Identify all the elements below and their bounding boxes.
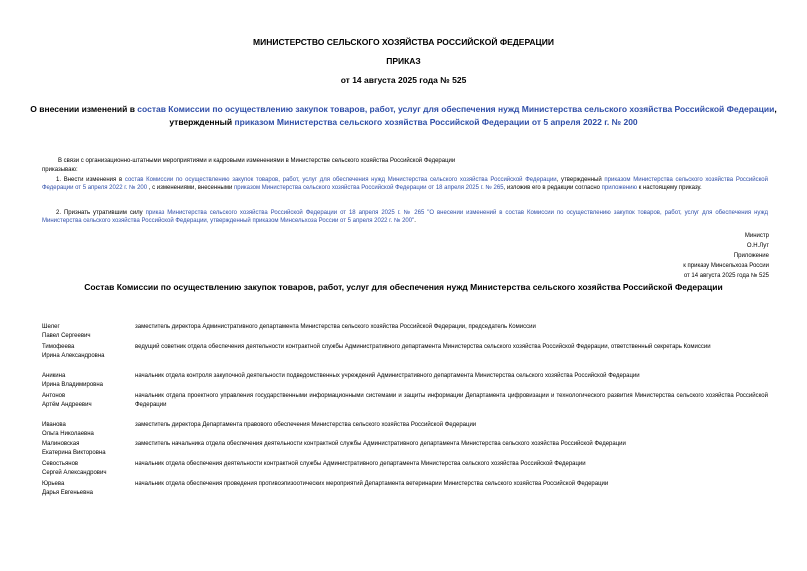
- appendix-label: Приложение: [733, 253, 769, 259]
- item1-text-g: , изложив его в редакции согласно: [503, 185, 602, 192]
- appendix-reference: к приказу Минсельхоза России: [683, 263, 769, 269]
- member-position: заместитель начальника отдела обеспечения деятельности контрактной службы Административного департамента Министерства сельского хозяйства Российской Федерации: [135, 441, 626, 447]
- item1-text-e: , с изменениями, внесенными: [147, 185, 234, 192]
- member-name: Юрьева Дарья Евгеньевна: [42, 481, 93, 496]
- item1-link-order-200[interactable]: приказом Министерства сельского хозяйства Российской Федерации от 5 апреля 2022 г. № 200: [42, 177, 768, 192]
- item1-text-i: к настоящему приказу.: [636, 185, 702, 192]
- signature-position: Министр: [744, 233, 769, 239]
- signature-name: О.Н.Лут: [746, 243, 769, 249]
- item1-link-appendix[interactable]: приложению: [601, 185, 637, 192]
- member-position: начальник отдела обеспечения деятельности контрактной службы Административного департамента Министерства сельского хозяйства Российской Федерации: [135, 461, 586, 467]
- item2-link-order-265[interactable]: приказ Министерства сельского хозяйства Российской Федерации от 18 апреля 2025 г. № 265 "О внесении изменений в состав Комиссии по осуществлению закупок товаров, работ, услуг для обеспечения нужд Министерства сельского хозяйства Российской Федерации, утвержденный приказом Минсельхоза России от 5 апреля 2022 г. № 200": [42, 210, 768, 225]
- member-name: Иванова Ольга Николаевна: [42, 422, 94, 437]
- member-position: начальник отдела контроля закупочной деятельности подведомственных учреждений Административного департамента Министерства сельского хозяйства Российской Федерации: [135, 373, 640, 379]
- item2-text-a: 2. Признать утратившим силу: [56, 210, 146, 216]
- title-link-composition[interactable]: состав Комиссии по осуществлению закупок товаров, работ, услуг для обеспечения нужд Министерства сельского хозяйства Российской Федерации: [137, 104, 775, 114]
- ministry-heading: МИНИСТЕРСТВО СЕЛЬСКОГО ХОЗЯЙСТВА РОССИЙСКОЙ ФЕДЕРАЦИИ: [253, 37, 554, 47]
- title-text-1: О внесении изменений в: [30, 104, 138, 114]
- composition-title: Состав Комиссии по осуществлению закупок товаров, работ, услуг для обеспечения нужд Министерства сельского хозяйства Российской Федерации: [84, 282, 723, 292]
- member-name: Шелег Павел Сергеевич: [42, 324, 91, 339]
- item1-link-composition[interactable]: состав Комиссии по осуществлению закупок товаров, работ, услуг для обеспечения нужд Министерства сельского хозяйства Российской Федерации: [124, 177, 557, 183]
- document-type: ПРИКАЗ: [386, 56, 421, 66]
- order-item-1: [42, 176, 768, 193]
- item1-link-order-265[interactable]: приказом Министерства сельского хозяйства Российской Федерации от 18 апреля 2025 г. № 265: [233, 185, 504, 192]
- order-item-2: [42, 209, 768, 226]
- item1-text-c: , утвержденный: [556, 177, 605, 183]
- member-position: начальник отдела проектного управления государственными информационными системами и защиты информации Департамента цифровизации и технологического развития Министерства сельского хозяйства Российской Федерации: [135, 393, 768, 408]
- member-name: Тимофеева Ирина Александровна: [42, 344, 105, 359]
- document-date-number: от 14 августа 2025 года № 525: [340, 75, 467, 85]
- appendix-date: от 14 августа 2025 года № 525: [683, 273, 769, 279]
- item2-text-c: .: [414, 218, 416, 225]
- signature-block: [683, 231, 769, 281]
- member-name: Антонов Артём Андреевич: [42, 393, 92, 408]
- item1-text-a: 1. Внести изменения в: [56, 177, 125, 183]
- member-name: Севостьянов Сергей Александрович: [42, 461, 107, 476]
- intro-paragraph: В связи с организационно-штатными мероприятиями и кадровыми изменениями в Министерстве сельского хозяйства Российской Федерации: [58, 158, 456, 164]
- member-position: заместитель директора Департамента правового обеспечения Министерства сельского хозяйства Российской Федерации: [135, 422, 477, 428]
- member-position: заместитель директора Административного департамента Министерства сельского хозяйства Российской Федерации, председатель Комиссии: [135, 324, 536, 330]
- order-title: [30, 103, 777, 129]
- title-link-order[interactable]: приказом Министерства сельского хозяйства Российской Федерации от 5 апреля 2022 г. № 200: [234, 117, 638, 127]
- intro-order-word: приказываю:: [42, 167, 78, 173]
- member-name: Малиновская Екатерина Викторовна: [42, 441, 106, 456]
- member-position: начальник отдела обеспечения проведения противоэпизоотических мероприятий Департамента ветеринарии Министерства сельского хозяйства Российской Федерации: [135, 481, 609, 487]
- title-text-2: , утвержденный: [169, 104, 777, 127]
- member-position: ведущий советник отдела обеспечения деятельности контрактной службы Административного департамента Министерства сельского хозяйства Российской Федерации, ответственный секретарь Комиссии: [135, 344, 711, 350]
- member-name: Аникина Ирина Владимировна: [42, 373, 103, 388]
